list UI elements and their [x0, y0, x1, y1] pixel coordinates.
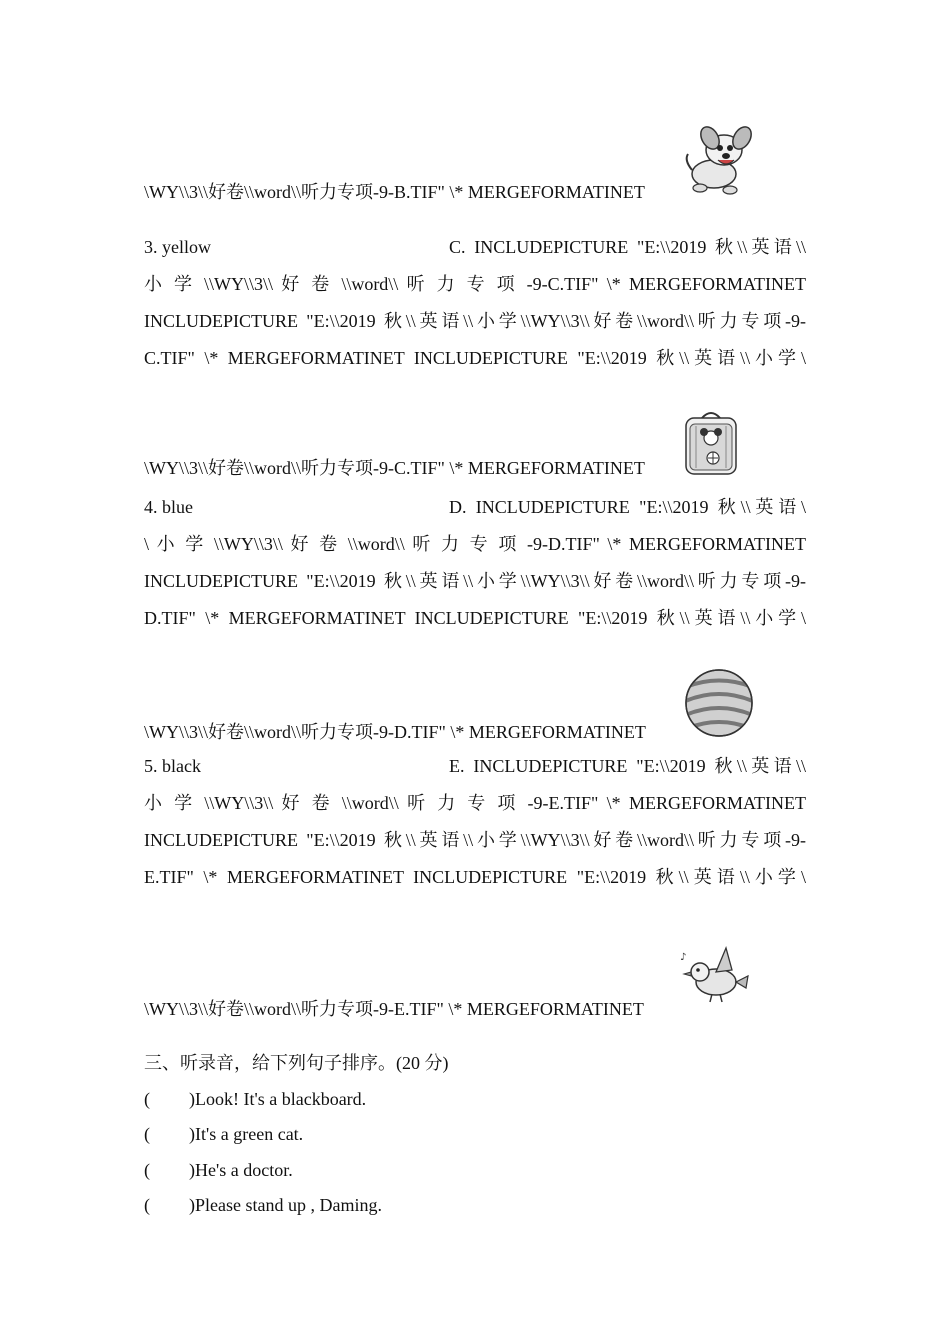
item-4-word: 4. blue	[144, 497, 193, 517]
dog-picture	[680, 124, 756, 198]
option-c-line-2: 小 学 \\WY\\3\\ 好 卷 \\word\\ 听 力 专 项 -9-C.TIF" \* MERGEFORMATINET	[144, 274, 806, 294]
sentence-text: )It's a green cat.	[189, 1124, 304, 1144]
option-c-line-4: C.TIF" \* MERGEFORMATINET INCLUDEPICTURE "E:\\2019 秋\\英语\\小学\	[144, 348, 806, 368]
option-d-line-2: \ 小 学 \\WY\\3\\ 好 卷 \\word\\ 听 力 专 项 -9-D.TIF" \* MERGEFORMATINET	[144, 534, 806, 554]
schoolbag-picture	[682, 408, 740, 476]
sentence-text: )Look! It's a blackboard.	[189, 1089, 367, 1109]
option-e-line-2: 小 学 \\WY\\3\\ 好 卷 \\word\\ 听 力 专 项 -9-E.TIF" \* MERGEFORMATINET	[144, 793, 806, 813]
item-b-path-tail: \WY\\3\\好卷\\word\\听力专项-9-B.TIF" \* MERGEFORMATINET	[144, 182, 645, 202]
item-3-word: 3. yellow	[144, 237, 211, 257]
sentence-row-4	[144, 1193, 382, 1217]
option-d-tail: \WY\\3\\好卷\\word\\听力专项-9-D.TIF" \* MERGEFORMATINET	[144, 722, 646, 742]
answer-blank[interactable]: (	[144, 1160, 150, 1180]
bird-picture	[678, 944, 750, 1004]
option-e-tail: \WY\\3\\好卷\\word\\听力专项-9-E.TIF" \* MERGEFORMATINET	[144, 999, 644, 1019]
ball-picture	[683, 668, 755, 738]
option-c-tail: \WY\\3\\好卷\\word\\听力专项-9-C.TIF" \* MERGEFORMATINET	[144, 458, 645, 478]
option-d-line-4: D.TIF" \* MERGEFORMATINET INCLUDEPICTURE "E:\\2019 秋\\英语\\小学\	[144, 608, 806, 628]
option-c-head: C. INCLUDEPICTURE "E:\\2019 秋\\英语\\	[449, 237, 806, 257]
sentence-row-1	[144, 1087, 366, 1111]
item-5-word: 5. black	[144, 756, 201, 776]
section-3-heading: 三、听录音，给下列句子排序。(20 分)	[144, 1053, 449, 1073]
option-e-line-4: E.TIF" \* MERGEFORMATINET INCLUDEPICTURE "E:\\2019 秋\\英语\\小学\	[144, 867, 806, 887]
answer-blank[interactable]: (	[144, 1089, 150, 1109]
sentence-row-2	[144, 1122, 303, 1146]
svg-text:♪: ♪	[680, 952, 687, 963]
sentence-text: )He's a doctor.	[189, 1160, 293, 1180]
option-e-head: E. INCLUDEPICTURE "E:\\2019 秋\\英语\\	[449, 756, 806, 776]
option-e-line-3: INCLUDEPICTURE "E:\\2019 秋\\英语\\小学\\WY\\3\\好卷\\word\\听力专项-9-	[144, 830, 806, 850]
sentence-row-3	[144, 1158, 293, 1182]
option-d-line-3: INCLUDEPICTURE "E:\\2019 秋\\英语\\小学\\WY\\3\\好卷\\word\\听力专项-9-	[144, 571, 806, 591]
answer-blank[interactable]: (	[144, 1195, 150, 1215]
option-c-line-3: INCLUDEPICTURE "E:\\2019 秋\\英语\\小学\\WY\\3\\好卷\\word\\听力专项-9-	[144, 311, 806, 331]
sentence-text: )Please stand up , Daming.	[189, 1195, 382, 1215]
option-d-head: D. INCLUDEPICTURE "E:\\2019 秋\\英语\	[449, 497, 806, 517]
answer-blank[interactable]: (	[144, 1124, 150, 1144]
